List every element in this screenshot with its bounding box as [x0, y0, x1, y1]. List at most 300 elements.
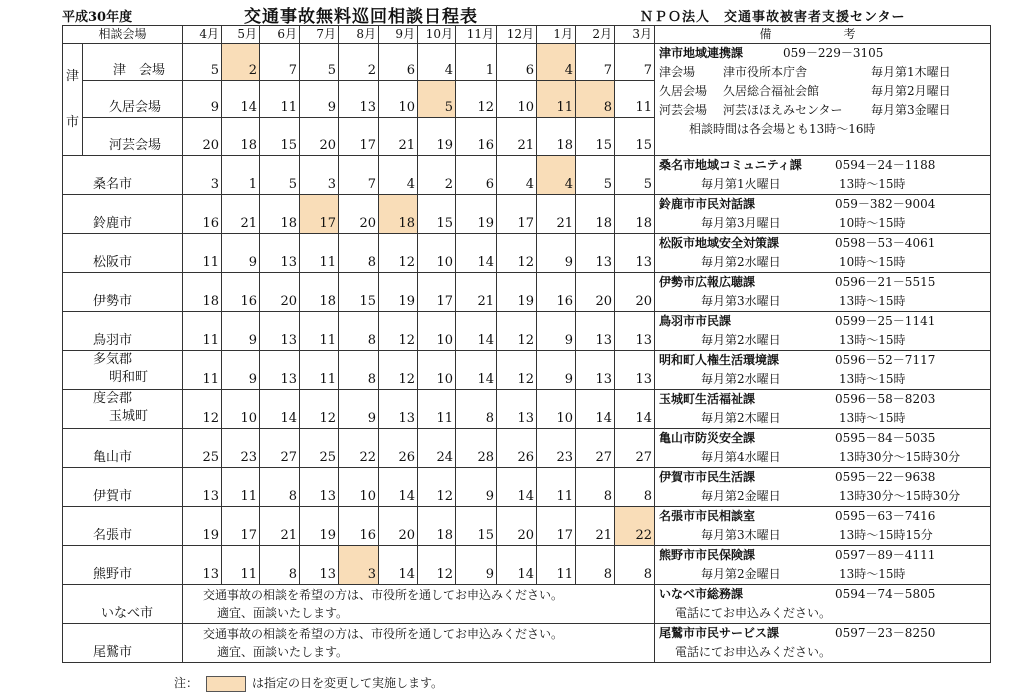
- tsu-group-label: [63, 44, 83, 156]
- request-message: [183, 585, 655, 624]
- city-name: [63, 585, 183, 624]
- day-cell: 9: [339, 390, 379, 429]
- city-label: 桑名市: [93, 177, 133, 192]
- day-cell: 13: [260, 351, 300, 390]
- day-cell: 14: [497, 468, 537, 507]
- remark-line: [659, 604, 990, 623]
- day-cell: 21: [260, 507, 300, 546]
- remark-line: [659, 487, 990, 506]
- day-cell: 13: [300, 468, 339, 507]
- request-message: [183, 624, 655, 663]
- day-cell: 7: [339, 156, 379, 195]
- day-cell: 6: [497, 44, 537, 81]
- schedule-day: 毎月第2金曜日: [701, 489, 781, 503]
- day-cell: 12: [418, 468, 456, 507]
- city-label: 鳥羽市: [93, 333, 133, 348]
- table-row: [63, 156, 991, 195]
- schedule-time: 13時～15時: [839, 333, 906, 347]
- day-cell: 3: [183, 156, 222, 195]
- venue-name-label: 久居会場: [109, 100, 162, 115]
- venue-place: 津市役所本庁舎: [723, 65, 808, 79]
- dept-tel: 0597－89－4111: [835, 548, 936, 562]
- day-cell: 25: [183, 429, 222, 468]
- remark-line: [659, 234, 990, 253]
- city-label: 尾鷲市: [93, 645, 133, 660]
- day-cell: 11: [183, 312, 222, 351]
- city-remarks: [655, 429, 991, 468]
- dept-name: 明和町人権生活環境課: [659, 353, 780, 367]
- city-name: [63, 468, 183, 507]
- remark-line: [659, 565, 990, 584]
- venue-header: 相談会場: [63, 26, 183, 44]
- day-cell: 12: [379, 234, 418, 273]
- day-cell: 26: [379, 429, 418, 468]
- schedule-time: 13時～15時: [839, 294, 906, 308]
- day-cell: 20: [576, 273, 615, 312]
- city-label: いなべ市: [101, 606, 154, 621]
- dept-tel: 0594－24－1188: [835, 158, 936, 172]
- city-remarks: [655, 624, 991, 663]
- day-cell: 8: [260, 546, 300, 585]
- footer-text: は指定の日を変更して実施します。: [252, 676, 444, 690]
- request-message-line1: 交通事故の相談を希望の方は、市役所を通してお申込みください。: [203, 627, 564, 641]
- dept-name: 熊野市市民保険課: [659, 548, 756, 562]
- day-cell: 20: [183, 118, 222, 156]
- day-cell: 10: [222, 390, 260, 429]
- day-cell: 10: [497, 81, 537, 118]
- month-header: 7月: [300, 26, 339, 44]
- day-cell: 18: [418, 507, 456, 546]
- day-cell: 10: [418, 351, 456, 390]
- city-label: 松阪市: [93, 255, 133, 270]
- month-header: 1月: [537, 26, 576, 44]
- day-cell: 19: [497, 273, 537, 312]
- dept-tel: 0595－84－5035: [835, 431, 936, 445]
- highlight-legend-swatch: [206, 676, 246, 692]
- day-cell: 19: [418, 118, 456, 156]
- month-header: 8月: [339, 26, 379, 44]
- city-label: 熊野市: [93, 567, 133, 582]
- day-cell: 9: [222, 312, 260, 351]
- day-cell: 12: [300, 390, 339, 429]
- day-cell: 12: [183, 390, 222, 429]
- dept-tel: 0596－58－8203: [835, 392, 936, 406]
- remark-line: [659, 331, 990, 350]
- month-header: 10月: [418, 26, 456, 44]
- dept-tel: 059－229－3105: [783, 46, 884, 60]
- remark-line: [659, 156, 990, 175]
- day-cell: 10: [379, 81, 418, 118]
- city-remarks: [655, 234, 991, 273]
- city-name: [63, 624, 183, 663]
- dept-tel: 0597－23－8250: [835, 626, 936, 640]
- day-cell: 20: [379, 507, 418, 546]
- day-cell: 4: [379, 156, 418, 195]
- day-cell: 18: [260, 195, 300, 234]
- day-cell: 14: [615, 390, 655, 429]
- city-remarks: [655, 312, 991, 351]
- schedule-day: 毎月第2金曜日: [701, 567, 781, 581]
- day-cell: 22: [339, 429, 379, 468]
- day-cell: 24: [418, 429, 456, 468]
- day-cell: 27: [576, 429, 615, 468]
- table-row: [63, 44, 991, 81]
- dept-tel: 0594－74－5805: [835, 587, 936, 601]
- day-cell: 19: [183, 507, 222, 546]
- city-name: [63, 156, 183, 195]
- day-cell: 13: [260, 312, 300, 351]
- day-cell: 1: [222, 156, 260, 195]
- venue-schedule: 毎月第2月曜日: [871, 84, 951, 98]
- day-cell: 12: [379, 351, 418, 390]
- day-cell: 18: [222, 118, 260, 156]
- dept-name: 津市地域連携課: [659, 46, 744, 60]
- day-cell: 8: [339, 234, 379, 273]
- schedule-day: 毎月第2水曜日: [701, 372, 781, 386]
- venue-schedule: 毎月第1木曜日: [871, 65, 951, 79]
- day-cell: 13: [576, 312, 615, 351]
- day-cell: 20: [300, 118, 339, 156]
- page-title: 交通事故無料巡回相談日程表: [244, 7, 478, 27]
- venue-place: 河芸ほほえみセンター: [723, 103, 843, 117]
- schedule-time: 13時～15時15分: [839, 528, 933, 542]
- day-cell: 9: [456, 468, 497, 507]
- month-header: 6月: [260, 26, 300, 44]
- table-row: [63, 390, 991, 429]
- city-remarks: [655, 390, 991, 429]
- day-cell: 18: [379, 195, 418, 234]
- table-row: [63, 507, 991, 546]
- remark-line: [659, 409, 990, 428]
- day-cell: 2: [418, 156, 456, 195]
- table-header-row: [63, 26, 991, 44]
- day-cell: 6: [456, 156, 497, 195]
- venue-name: [83, 81, 183, 118]
- table-row: [63, 468, 991, 507]
- remark-line: [659, 292, 990, 311]
- schedule-time: 10時～15時: [839, 216, 906, 230]
- day-cell: 5: [300, 44, 339, 81]
- day-cell: 10: [537, 390, 576, 429]
- day-cell: 16: [222, 273, 260, 312]
- day-cell: 18: [537, 118, 576, 156]
- day-cell: 4: [497, 156, 537, 195]
- dept-name: 桑名市地域コミュニティ課: [659, 158, 802, 172]
- day-cell: 12: [379, 312, 418, 351]
- day-cell: 9: [222, 234, 260, 273]
- day-cell: 5: [418, 81, 456, 118]
- day-cell: 21: [537, 195, 576, 234]
- remark-line: [659, 429, 990, 448]
- day-cell: 11: [183, 351, 222, 390]
- day-cell: 21: [379, 118, 418, 156]
- city-name: [63, 507, 183, 546]
- town-label: 明和町: [109, 370, 149, 385]
- month-header: 9月: [379, 26, 418, 44]
- remark-line: [659, 624, 990, 643]
- day-cell: 21: [497, 118, 537, 156]
- table-row: [63, 624, 991, 663]
- city-remarks: [655, 351, 991, 390]
- day-cell: 18: [615, 195, 655, 234]
- schedule-day: 毎月第3月曜日: [701, 216, 781, 230]
- day-cell: 23: [537, 429, 576, 468]
- day-cell: 11: [537, 468, 576, 507]
- day-cell: 16: [339, 507, 379, 546]
- day-cell: 21: [456, 273, 497, 312]
- day-cell: 14: [497, 546, 537, 585]
- day-cell: 8: [576, 81, 615, 118]
- dept-tel: 0595－22－9638: [835, 470, 936, 484]
- month-header: 5月: [222, 26, 260, 44]
- day-cell: 12: [456, 81, 497, 118]
- dept-tel: 0596－21－5515: [835, 275, 936, 289]
- county-label: 度会郡: [93, 391, 133, 406]
- day-cell: 22: [615, 507, 655, 546]
- tsu-remarks: [655, 44, 991, 156]
- day-cell: 6: [379, 44, 418, 81]
- day-cell: 13: [183, 546, 222, 585]
- day-cell: 14: [456, 312, 497, 351]
- remark-line: [659, 468, 990, 487]
- day-cell: 19: [300, 507, 339, 546]
- day-cell: 14: [456, 234, 497, 273]
- day-cell: 5: [260, 156, 300, 195]
- day-cell: 13: [615, 234, 655, 273]
- day-cell: 13: [300, 546, 339, 585]
- schedule-time: 13時30分～15時30分: [839, 450, 961, 464]
- remark-line: [659, 63, 990, 82]
- day-cell: 17: [222, 507, 260, 546]
- day-cell: 13: [260, 234, 300, 273]
- venue-name-label: 河芸会場: [109, 138, 162, 153]
- dept-tel: 0596－52－7117: [835, 353, 936, 367]
- schedule-time: 13時～15時: [839, 177, 906, 191]
- schedule-day: 毎月第3水曜日: [701, 294, 781, 308]
- remark-line: [659, 370, 990, 389]
- city-remarks: [655, 585, 991, 624]
- day-cell: 9: [537, 312, 576, 351]
- tsu-group-char: 市: [65, 114, 79, 130]
- dept-name: 名張市市民相談室: [659, 509, 756, 523]
- day-cell: 13: [615, 312, 655, 351]
- day-cell: 27: [615, 429, 655, 468]
- day-cell: 9: [537, 234, 576, 273]
- day-cell: 13: [183, 468, 222, 507]
- venue-schedule: 毎月第3金曜日: [871, 103, 951, 117]
- document-header: [0, 0, 1024, 26]
- schedule-time: 13時30分～15時30分: [839, 489, 961, 503]
- remark-line: [659, 507, 990, 526]
- day-cell: 4: [537, 44, 576, 81]
- day-cell: 13: [497, 390, 537, 429]
- remark-line: [659, 351, 990, 370]
- day-cell: 16: [537, 273, 576, 312]
- dept-name: いなべ市総務課: [659, 587, 744, 601]
- day-cell: 11: [300, 351, 339, 390]
- month-header: 12月: [497, 26, 537, 44]
- city-label: 伊賀市: [93, 489, 133, 504]
- dept-tel: 0599－25－1141: [835, 314, 936, 328]
- venue-label: 河芸会場: [659, 103, 708, 117]
- remark-line: [659, 312, 990, 331]
- day-cell: 11: [537, 81, 576, 118]
- day-cell: 11: [537, 546, 576, 585]
- month-header: 4月: [183, 26, 222, 44]
- day-cell: 8: [260, 468, 300, 507]
- day-cell: 11: [222, 546, 260, 585]
- day-cell: 13: [576, 351, 615, 390]
- venue-place: 久居総合福祉会館: [723, 84, 820, 98]
- day-cell: 18: [576, 195, 615, 234]
- city-remarks: [655, 507, 991, 546]
- remark-line: [659, 44, 990, 63]
- day-cell: 11: [183, 234, 222, 273]
- dept-name: 伊勢市広報広聴課: [659, 275, 756, 289]
- month-header: 2月: [576, 26, 615, 44]
- day-cell: 12: [418, 546, 456, 585]
- schedule-day: 毎月第2水曜日: [701, 333, 781, 347]
- fiscal-year: 平成30年度: [62, 10, 133, 25]
- city-remarks: [655, 195, 991, 234]
- day-cell: 18: [183, 273, 222, 312]
- remark-line: [659, 546, 990, 565]
- day-cell: 9: [222, 351, 260, 390]
- day-cell: 17: [339, 118, 379, 156]
- schedule-table: [62, 25, 991, 663]
- city-remarks: [655, 546, 991, 585]
- remark-line: [659, 120, 990, 139]
- city-name: [63, 234, 183, 273]
- day-cell: 19: [379, 273, 418, 312]
- day-cell: 1: [456, 44, 497, 81]
- dept-tel: 0595－63－7416: [835, 509, 936, 523]
- day-cell: 2: [339, 44, 379, 81]
- city-name: [63, 195, 183, 234]
- dept-name: 玉城町生活福祉課: [659, 392, 756, 406]
- month-header: 3月: [615, 26, 655, 44]
- organization-name: ＮＰＯ法人 交通事故被害者支援センター: [640, 10, 906, 25]
- day-cell: 25: [300, 429, 339, 468]
- request-message-line2: 適宜、面談いたします。: [217, 645, 349, 659]
- day-cell: 13: [339, 81, 379, 118]
- schedule-time: 13時～15時: [839, 411, 906, 425]
- day-cell: 9: [300, 81, 339, 118]
- day-cell: 11: [260, 81, 300, 118]
- venue-name-label: 津 会場: [113, 63, 166, 78]
- day-cell: 27: [260, 429, 300, 468]
- day-cell: 12: [497, 351, 537, 390]
- schedule-day: 毎月第1火曜日: [701, 177, 781, 191]
- schedule-time: 13時～15時: [839, 567, 906, 581]
- day-cell: 17: [537, 507, 576, 546]
- apply-note: 電話にてお申込みください。: [675, 645, 832, 659]
- day-cell: 15: [260, 118, 300, 156]
- city-remarks: [655, 156, 991, 195]
- dept-name: 鳥羽市市民課: [659, 314, 732, 328]
- dept-tel: 059－382－9004: [835, 197, 936, 211]
- table-row: [63, 312, 991, 351]
- day-cell: 8: [615, 546, 655, 585]
- day-cell: 12: [497, 312, 537, 351]
- city-remarks: [655, 273, 991, 312]
- day-cell: 11: [418, 390, 456, 429]
- city-name: [63, 390, 183, 429]
- day-cell: 11: [300, 234, 339, 273]
- day-cell: 16: [456, 118, 497, 156]
- day-cell: 10: [418, 234, 456, 273]
- city-name: [63, 429, 183, 468]
- remark-line: [659, 390, 990, 409]
- day-cell: 17: [300, 195, 339, 234]
- remark-line: [659, 253, 990, 272]
- day-cell: 21: [222, 195, 260, 234]
- hours-note: 相談時間は各会場とも13時～16時: [689, 122, 876, 136]
- schedule-day: 毎月第3木曜日: [701, 528, 781, 542]
- table-row: [63, 234, 991, 273]
- footer-prefix: 注：: [174, 676, 199, 690]
- day-cell: 9: [456, 546, 497, 585]
- city-label: 鈴鹿市: [93, 216, 133, 231]
- remark-line: [659, 82, 990, 101]
- day-cell: 17: [497, 195, 537, 234]
- dept-name: 亀山市防災安全課: [659, 431, 756, 445]
- day-cell: 10: [418, 312, 456, 351]
- footer-note: [174, 674, 443, 692]
- day-cell: 5: [183, 44, 222, 81]
- day-cell: 15: [339, 273, 379, 312]
- remark-line: [659, 643, 990, 662]
- venue-name: [83, 118, 183, 156]
- day-cell: 19: [456, 195, 497, 234]
- city-label: 亀山市: [93, 450, 133, 465]
- table-row: [63, 546, 991, 585]
- day-cell: 9: [183, 81, 222, 118]
- notes-header: 備 考: [655, 26, 991, 44]
- venue-name: [83, 44, 183, 81]
- day-cell: 21: [576, 507, 615, 546]
- day-cell: 20: [260, 273, 300, 312]
- day-cell: 15: [456, 507, 497, 546]
- dept-name: 尾鷲市市民サービス課: [659, 626, 780, 640]
- remark-line: [659, 195, 990, 214]
- schedule-time: 10時～15時: [839, 255, 906, 269]
- city-name: [63, 351, 183, 390]
- day-cell: 10: [339, 468, 379, 507]
- day-cell: 11: [222, 468, 260, 507]
- table-row: [63, 429, 991, 468]
- day-cell: 18: [300, 273, 339, 312]
- city-label: 伊勢市: [93, 294, 133, 309]
- dept-tel: 0598－53－4061: [835, 236, 936, 250]
- apply-note: 電話にてお申込みください。: [675, 606, 832, 620]
- day-cell: 11: [615, 81, 655, 118]
- day-cell: 20: [339, 195, 379, 234]
- day-cell: 26: [497, 429, 537, 468]
- remark-line: [659, 585, 990, 604]
- day-cell: 2: [222, 44, 260, 81]
- remark-line: [659, 448, 990, 467]
- county-label: 多気郡: [93, 352, 133, 367]
- day-cell: 17: [418, 273, 456, 312]
- day-cell: 14: [222, 81, 260, 118]
- venue-label: 久居会場: [659, 84, 708, 98]
- day-cell: 28: [456, 429, 497, 468]
- day-cell: 8: [576, 546, 615, 585]
- day-cell: 14: [379, 546, 418, 585]
- day-cell: 8: [576, 468, 615, 507]
- day-cell: 8: [339, 351, 379, 390]
